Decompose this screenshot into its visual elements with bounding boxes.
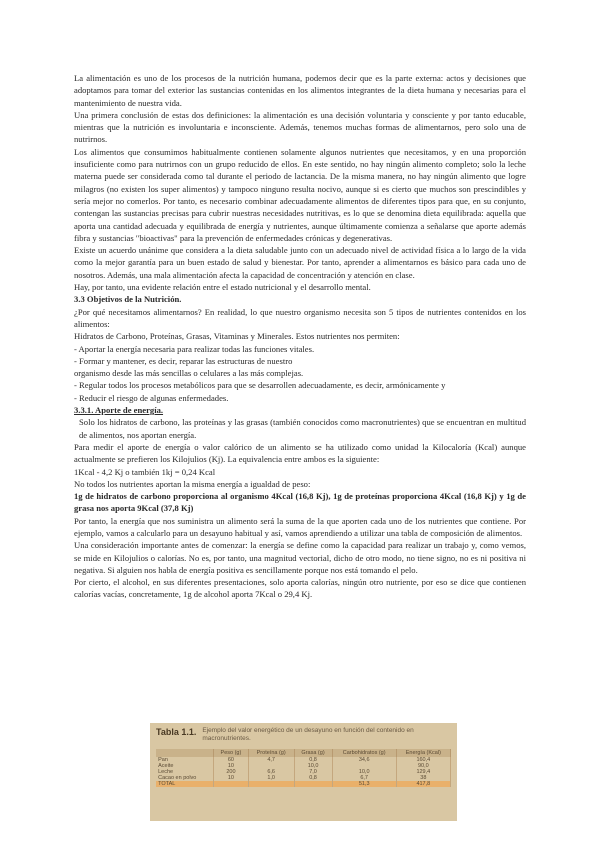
paragraph: Hay, por tanto, una evidente relación entre el estado nutricional y el desarrollo mental.: [74, 282, 371, 293]
paragraph: Para medir el aporte de energía o valor calórico de un alimento se ha utilizado como unidad la Kilocaloría (Kcal) aunque actualmente se prefieren los Kilojulios (Kj). La equivalencia entre ambos es la siguiente:: [74, 441, 526, 465]
paragraph: 1Kcal - 4,2 Kj o también 1kj = 0,24 Kcal: [74, 466, 216, 477]
nutrition-table: [156, 749, 451, 787]
table-cell: 60: [214, 757, 249, 763]
paragraph: Los alimentos que consumimos habitualmente contienen solamente algunos nutrientes que necesitamos, y en una proporción insuficiente como para nutrirnos con un grupo reducido de ellos. En este sentido, no hay ningún alimento completo; solo la leche materna puede ser considerada como tal durante el periodo de lactancia. De la misma manera, no hay ningún alimento que logre milagros (no existen los super alimentos) y tampoco ninguno resulta nocivo, aunque si es cierto que muchos son prescindibles y sería mejor no comerlos. Por tanto, es necesario combinar adecuadamente alimentos de diferentes tipos para que, en su conjunto, contengan las sustancias precisas para cubrir nuestras necesidades nutritivas, es lo que se denomina dieta equilibrada: aquella que aporta una cantidad adecuada y equilibrada de energía y nutrientes, aunque últimamente comienza a señalarse que aporte además fibra y sustancias "bioactivas" para la prevención de enfermedades crónicas y degenerativas.: [74, 146, 526, 243]
table-cell: 1,0: [248, 775, 294, 781]
table-cell: Cacao en polvo: [156, 775, 213, 781]
table-cell: 6,6: [248, 769, 294, 775]
paragraph: Solo los hidratos de carbono, las proteínas y las grasas (también conocidos como macronutrientes) que se encuentran en multitud de alimentos, nos aportan energía.: [79, 417, 526, 440]
table-cell: 6,7: [332, 775, 396, 781]
paragraph: ¿Por qué necesitamos alimentarnos? En realidad, lo que nuestro organismo necesita son 5 tipos de nutrientes contenidos en los alimentos:: [74, 306, 526, 329]
paragraph: Por tanto, la energía que nos suministra un alimento será la suma de la que aporten cada uno de los nutrientes que contiene. Por ejemplo, vamos a calcularlo para un desayuno habitual y así, vamos aprendiendo a utilizar una tabla de composición de alimentos.: [74, 515, 526, 538]
table-cell: 51,3: [332, 781, 396, 787]
table-cell: Leche: [156, 769, 213, 775]
table-cell: 34,6: [332, 757, 396, 763]
table-header-cell: Grasa (g): [294, 749, 332, 757]
table-cell: 10: [214, 775, 249, 781]
table-header-cell: Energía (Kcal): [396, 749, 450, 757]
list-item: - Regular todos los procesos metabólicos para que se desarrollen adecuadamente, es decir, armónicamente y: [74, 380, 446, 391]
document-body: [74, 72, 526, 601]
table-label: Tabla 1.1.: [156, 727, 197, 737]
table-cell: 200: [214, 769, 249, 775]
table-header-cell: Proteína (g): [248, 749, 294, 757]
table-cell: 90,0: [396, 763, 450, 769]
table-cell: [248, 781, 294, 787]
table-cell: Pan: [156, 757, 213, 763]
paragraph: Existe un acuerdo unánime que considera a la dieta saludable junto con un adecuado nivel de actividad física a lo largo de la vida como la mejor garantía para un buen estado de salud y bienestar. Por tanto, aprender a alimentarnos es básico para cada uno de nosotros. Además, una mala alimentación afecta la capacidad de concentración y atención en clase.: [74, 245, 526, 280]
table-cell: 4,7: [248, 757, 294, 763]
bold-statement: 1g de hidratos de carbono proporciona al organismo 4Kcal (16,8 Kj), 1g de proteínas proporciona 4Kcal (16,8 Kj) y 1g de grasa nos aporta 9Kcal (37,8 Kj): [74, 491, 526, 514]
table-photo: [150, 723, 457, 821]
table-header-cell: Carbohidratos (g): [332, 749, 396, 757]
table-header-cell: Peso (g): [214, 749, 249, 757]
table-cell: 129,4: [396, 769, 450, 775]
section-heading: 3.3 Objetivos de la Nutrición.: [74, 294, 182, 305]
table-cell: TOTAL: [156, 781, 213, 787]
paragraph: Una primera conclusión de estas dos definiciones: la alimentación es una decisión voluntaria y consciente y por tanto educable, mientras que la nutrición es involuntaria e inconsciente. Además, tenemos muchas formas de alimentarnos, pero solo una de nutrirnos.: [74, 109, 526, 145]
table-cell: 0,8: [294, 757, 332, 763]
table-cell: 7,0: [294, 769, 332, 775]
paragraph: No todos los nutrientes aportan la misma energía a igualdad de peso:: [74, 478, 311, 489]
list-item: - Aportar la energía necesaria para realizar todas las funciones vitales.: [74, 343, 315, 354]
table-header-row: [156, 749, 450, 757]
table-title: Ejemplo del valor energético de un desayuno en función del contenido en macronutrientes.: [202, 727, 414, 742]
table-cell: 417,8: [396, 781, 450, 787]
paragraph: Hidratos de Carbono, Proteínas, Grasas, Vitaminas y Minerales. Estos nutrientes nos permiten:: [74, 331, 400, 342]
paragraph: Por cierto, el alcohol, en sus diferentes presentaciones, solo aporta calorías, ningún otro nutriente, por eso se dice que contienen calorías vacías, concretamente, 1g de alcohol aporta 7Kcal o 29,4 Kj.: [74, 577, 526, 600]
table-total-row: [156, 781, 450, 787]
table-cell: 10,0: [332, 769, 396, 775]
paragraph: La alimentación es uno de los procesos de la nutrición humana, podemos decir que es la parte externa: actos y decisiones que adoptamos para tomar del exterior las sustancias contenidas en los alimentos integrantes de la dieta humana y necesarias para el mantenimiento de nuestra vida.: [74, 73, 526, 108]
table-cell: 0,8: [294, 775, 332, 781]
table-cell: 10: [214, 763, 249, 769]
table-cell: 38: [396, 775, 450, 781]
table-cell: Aceite: [156, 763, 213, 769]
table-cell: [214, 781, 249, 787]
table-caption: [150, 723, 457, 749]
list-item: organismo desde las más sencillas o celulares a las más complejas.: [74, 368, 304, 379]
table-header-cell: [156, 749, 213, 757]
table-cell: 10,0: [294, 763, 332, 769]
list-item: - Formar y mantener, es decir, reparar las estructuras de nuestro: [74, 355, 293, 366]
table-cell: [294, 781, 332, 787]
table-cell: 160,4: [396, 757, 450, 763]
list-item: - Reducir el riesgo de algunas enfermedades.: [74, 392, 229, 403]
subsection-heading: 3.3.1. Aporte de energía.: [74, 405, 164, 416]
paragraph: Una consideración importante antes de comenzar: la energía se define como la capacidad para realizar un trabajo y, como vemos, se mide en Kilojulios o calorías. No es, por tanto, una magnitud vectorial, dicho de otro modo, no tiene signo, no es ni positiva ni negativa. Si alguien nos habla de energía positiva es sencillamente porque nos está tomando el pelo.: [74, 540, 526, 575]
